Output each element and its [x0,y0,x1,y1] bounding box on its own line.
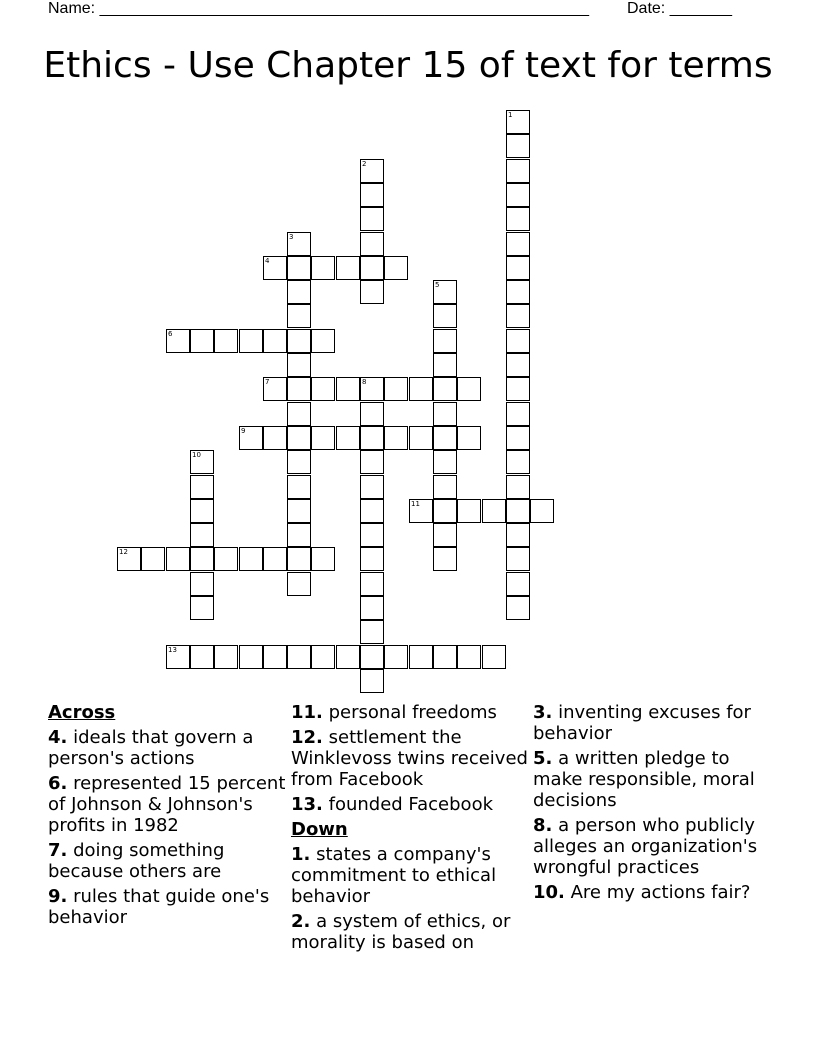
crossword-cell[interactable] [239,547,263,571]
crossword-cell[interactable] [482,499,506,523]
crossword-cell[interactable] [506,377,530,401]
down-heading: Down [291,819,348,840]
clue-number-label: 13 [168,646,177,654]
crossword-cell[interactable] [311,256,335,280]
crossword-cell[interactable] [506,280,530,304]
crossword-cell[interactable] [166,547,190,571]
crossword-cell[interactable] [409,645,433,669]
crossword-cell[interactable] [384,256,408,280]
crossword-cell[interactable] [336,645,360,669]
clue-text: represented 15 percent of Johnson & Johnson's profits in 1982 [48,773,286,836]
clue-across-9 [48,886,288,928]
crossword-cell[interactable] [506,523,530,547]
clue-number-label: 5 [435,281,440,289]
clue-number-label: 11 [411,500,420,508]
crossword-cell[interactable] [433,402,457,426]
clue-text: doing something because others are [48,840,225,882]
crossword-cell[interactable] [506,596,530,620]
clue-across-4 [48,727,288,769]
clue-number: 10. [533,882,565,903]
crossword-cell[interactable] [433,353,457,377]
clue-text: a written pledge to make responsible, moral decisions [533,748,755,811]
crossword-cell[interactable] [409,377,433,401]
clue-number: 9. [48,886,68,907]
crossword-cell[interactable] [190,572,214,596]
crossword-cell[interactable] [287,572,311,596]
clue-number-label: 12 [119,548,128,556]
crossword-cell[interactable] [506,450,530,474]
clue-text: rules that guide one's behavior [48,886,270,928]
clue-number-label: 7 [265,378,270,386]
crossword-cell[interactable] [287,329,311,353]
crossword-cell[interactable] [457,499,481,523]
crossword-cell[interactable] [287,377,311,401]
crossword-cell[interactable] [190,596,214,620]
crossword-cell[interactable] [360,475,384,499]
crossword-cell[interactable] [506,572,530,596]
clue-number: 12. [291,727,323,748]
crossword-cell[interactable] [360,523,384,547]
clue-across-11 [291,702,531,723]
crossword-cell[interactable] [287,475,311,499]
crossword-cell[interactable] [457,377,481,401]
clues-column-1 [48,702,288,932]
crossword-cell[interactable] [336,377,360,401]
crossword-cell[interactable] [360,280,384,304]
crossword-cell[interactable] [360,426,384,450]
crossword-cell[interactable] [384,426,408,450]
crossword-cell[interactable] [506,183,530,207]
clue-text: Are my actions fair? [564,882,751,903]
crossword-cell[interactable] [360,645,384,669]
clue-down-1 [291,844,531,907]
clue-across-13 [291,794,531,815]
crossword-cell[interactable] [433,547,457,571]
crossword-cell[interactable] [263,645,287,669]
crossword-cell[interactable] [239,426,263,450]
crossword-cell[interactable] [409,426,433,450]
clue-down-10 [533,882,773,903]
crossword-cell[interactable] [287,304,311,328]
crossword-cell[interactable] [190,499,214,523]
clue-text: states a company's commitment to ethical behavior [291,844,497,907]
crossword-cell[interactable] [433,329,457,353]
crossword-cell[interactable] [287,499,311,523]
crossword-cell[interactable] [360,256,384,280]
crossword-cell[interactable] [506,426,530,450]
crossword-cell[interactable] [506,547,530,571]
crossword-cell[interactable] [311,547,335,571]
crossword-cell[interactable] [336,256,360,280]
crossword-cell[interactable] [287,256,311,280]
crossword-cell[interactable] [190,645,214,669]
crossword-cell[interactable] [360,207,384,231]
crossword-cell[interactable] [360,596,384,620]
puzzle-title: Ethics - Use Chapter 15 of text for terms [43,45,773,86]
clue-number-label: 9 [241,427,246,435]
clue-across-6 [48,773,288,836]
crossword-cell[interactable] [336,426,360,450]
name-field-label: Name: _______________________________________________________ [48,0,589,17]
crossword-cell[interactable] [311,329,335,353]
crossword-cell[interactable] [506,353,530,377]
crossword-cell[interactable] [506,232,530,256]
crossword-cell[interactable] [506,110,530,134]
clue-text: inventing excuses for behavior [533,702,751,744]
across-heading: Across [48,702,116,723]
crossword-cell[interactable] [433,280,457,304]
crossword-cell[interactable] [506,475,530,499]
crossword-cell[interactable] [287,426,311,450]
crossword-cell[interactable] [287,280,311,304]
crossword-cell[interactable] [360,450,384,474]
clue-number: 2. [291,911,311,932]
crossword-cell[interactable] [239,645,263,669]
crossword-cell[interactable] [506,256,530,280]
crossword-cell[interactable] [360,183,384,207]
crossword-cell[interactable] [360,499,384,523]
crossword-cell[interactable] [360,159,384,183]
crossword-cell[interactable] [190,450,214,474]
crossword-cell[interactable] [263,377,287,401]
clue-down-3 [533,702,773,744]
clue-text: a system of ethics, or morality is based on [291,911,511,953]
crossword-cell[interactable] [190,547,214,571]
crossword-cell[interactable] [433,523,457,547]
clue-number-label: 3 [289,233,294,241]
crossword-cell[interactable] [433,499,457,523]
crossword-cell[interactable] [433,475,457,499]
crossword-cell[interactable] [287,402,311,426]
clue-number-label: 6 [168,330,173,338]
clue-across-7 [48,840,288,882]
crossword-cell[interactable] [506,207,530,231]
crossword-cell[interactable] [433,645,457,669]
clue-text: settlement the Winklevoss twins received from Facebook [291,727,528,790]
crossword-cell[interactable] [360,377,384,401]
clue-number: 4. [48,727,68,748]
clue-text: personal freedoms [322,702,497,723]
crossword-cell[interactable] [506,499,530,523]
crossword-cell[interactable] [141,547,165,571]
crossword-cell[interactable] [530,499,554,523]
crossword-cell[interactable] [360,232,384,256]
clue-text: a person who publicly alleges an organization's wrongful practices [533,815,758,878]
clue-number-label: 1 [508,111,513,119]
crossword-cell[interactable] [506,134,530,158]
crossword-cell[interactable] [239,329,263,353]
clue-down-2 [291,911,531,953]
clues-column-2 [291,702,531,957]
clue-number-label: 4 [265,257,270,265]
crossword-cell[interactable] [457,645,481,669]
clue-number-label: 10 [192,451,201,459]
crossword-cell[interactable] [360,572,384,596]
crossword-cell[interactable] [214,329,238,353]
crossword-cell[interactable] [433,450,457,474]
crossword-cell[interactable] [384,645,408,669]
crossword-cell[interactable] [457,426,481,450]
crossword-cell[interactable] [117,547,141,571]
clue-number: 13. [291,794,323,815]
crossword-cell[interactable] [506,402,530,426]
crossword-cell[interactable] [360,402,384,426]
clues-column-3 [533,702,773,907]
crossword-cell[interactable] [360,669,384,693]
clue-number-label: 8 [362,378,367,386]
clue-text: founded Facebook [322,794,494,815]
crossword-cell[interactable] [409,499,433,523]
clue-number: 1. [291,844,311,865]
crossword-cell[interactable] [506,304,530,328]
crossword-cell[interactable] [482,645,506,669]
crossword-cell[interactable] [263,256,287,280]
crossword-cell[interactable] [287,450,311,474]
crossword-cell[interactable] [214,547,238,571]
crossword-cell[interactable] [190,523,214,547]
crossword-cell[interactable] [506,159,530,183]
crossword-cell[interactable] [433,304,457,328]
crossword-cell[interactable] [190,475,214,499]
crossword-cell[interactable] [263,329,287,353]
clue-number: 3. [533,702,553,723]
crossword-cell[interactable] [214,645,238,669]
crossword-cell[interactable] [311,645,335,669]
crossword-cell[interactable] [311,377,335,401]
clue-text: ideals that govern a person's actions [48,727,254,769]
clue-number: 8. [533,815,553,836]
crossword-cell[interactable] [433,377,457,401]
crossword-cell[interactable] [287,523,311,547]
crossword-cell[interactable] [190,329,214,353]
crossword-cell[interactable] [287,353,311,377]
clue-down-8 [533,815,773,878]
crossword-cell[interactable] [263,426,287,450]
crossword-cell[interactable] [311,426,335,450]
clue-across-12 [291,727,531,790]
crossword-cell[interactable] [166,329,190,353]
crossword-cell[interactable] [287,232,311,256]
crossword-cell[interactable] [360,547,384,571]
crossword-cell[interactable] [433,426,457,450]
crossword-cell[interactable] [384,377,408,401]
date-field-label: Date: _______ [627,0,732,17]
clue-number: 5. [533,748,553,769]
crossword-cell[interactable] [263,547,287,571]
clue-down-5 [533,748,773,811]
clue-number-label: 2 [362,160,367,168]
crossword-cell[interactable] [360,620,384,644]
clue-number: 11. [291,702,323,723]
clue-number: 6. [48,773,68,794]
crossword-cell[interactable] [506,329,530,353]
clue-number: 7. [48,840,68,861]
crossword-cell[interactable] [166,645,190,669]
crossword-cell[interactable] [287,645,311,669]
crossword-cell[interactable] [287,547,311,571]
